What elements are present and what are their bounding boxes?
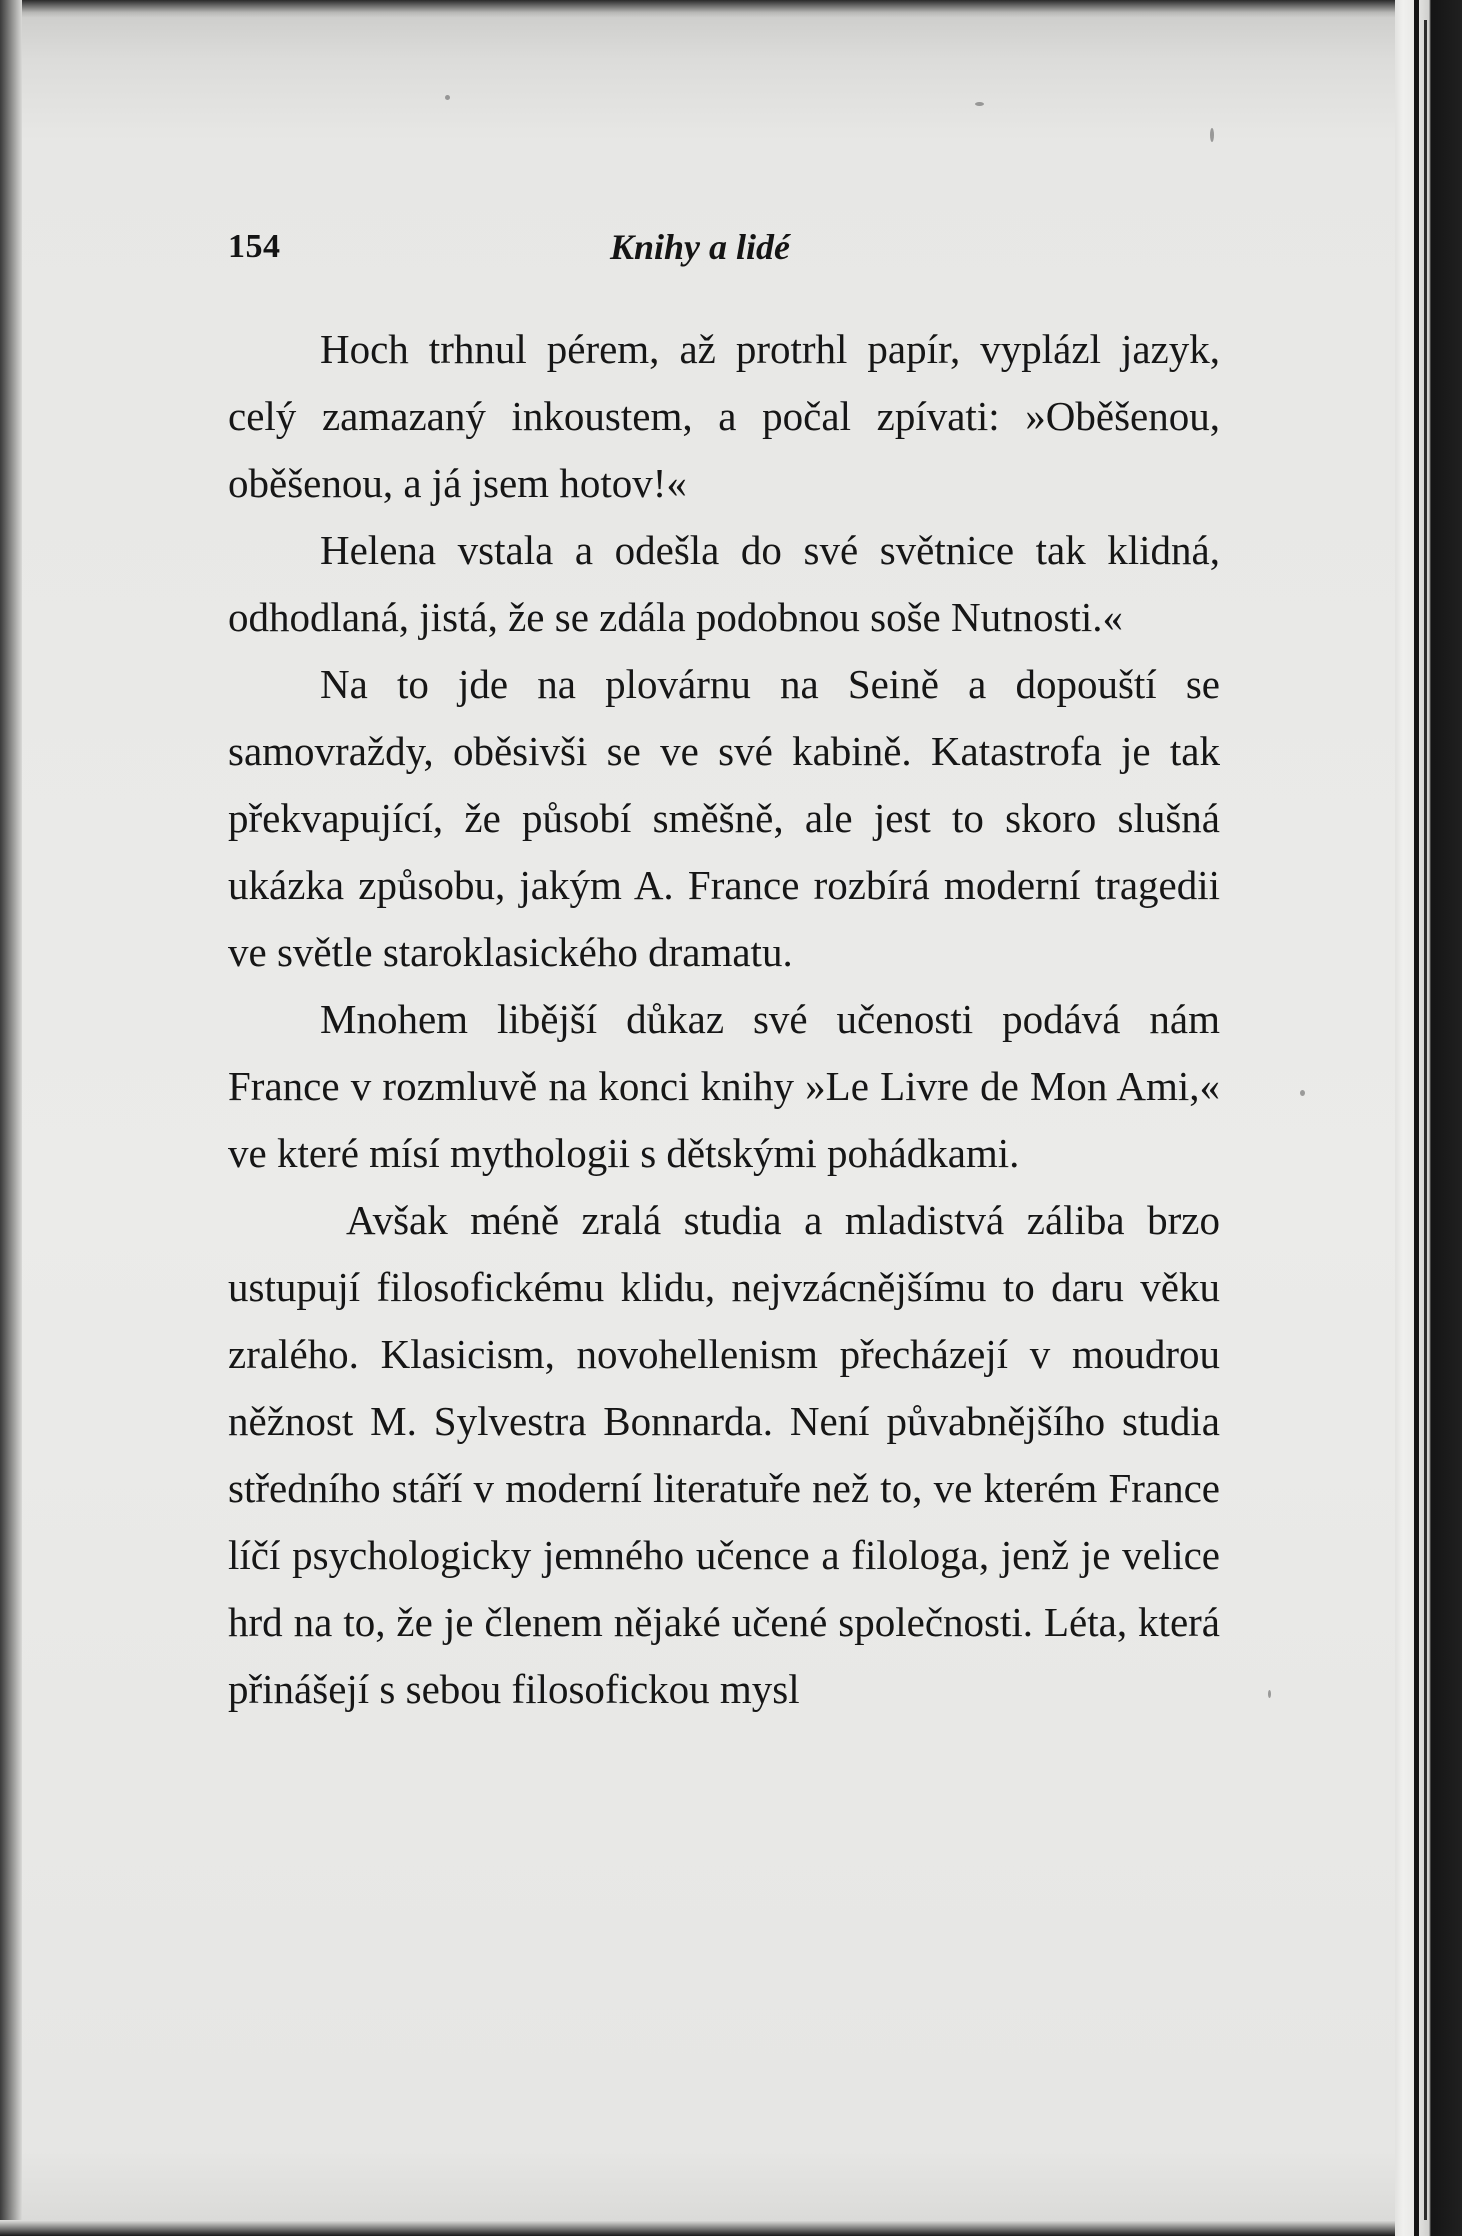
book-gutter — [1395, 0, 1462, 2236]
paragraph: Mnohem libější důkaz své učenosti podává nám France v rozmluvě na konci knihy »Le Livre de Mon Ami,« ve které mísí mythologii s dětskými pohádkami. — [228, 996, 1220, 1176]
scan-speck — [1300, 1090, 1305, 1096]
paragraph: Hoch trhnul pérem, až protrhl papír, vyplázl jazyk, celý zamazaný inkoustem, a počal zpívati: »Oběšenou, oběšenou, a já jsem hotov!« — [228, 326, 1220, 506]
scan-speck — [1210, 128, 1214, 142]
scan-shadow-top — [0, 0, 1462, 18]
scan-shadow-bottom — [0, 2220, 1462, 2236]
scan-shadow-left — [0, 0, 22, 2236]
gutter-binding-line — [1414, 0, 1419, 2236]
body-text — [228, 316, 1220, 1723]
scan-speck — [445, 95, 450, 100]
page-number: 154 — [228, 228, 281, 265]
gutter-binding-line-secondary — [1424, 20, 1427, 2220]
paragraph: Avšak méně zralá studia a mladistvá záliba brzo ustupují filosofickému klidu, nejvzácnějšímu to daru věku zralého. Klasicism, novohellenism přecházejí v moudrou něžnost M. Sylvestra Bonnarda. Není půvabnějšího studia středního stáří v moderní literatuře než to, ve kterém France líčí psychologicky jemného učence a filologa, jenž je velice hrd na to, že je členem nějaké učené společnosti. Léta, která přinášejí s sebou filosofickou mysl — [228, 1197, 1220, 1712]
scan-speck — [1268, 1690, 1271, 1698]
running-title: Knihy a lidé — [610, 227, 791, 267]
running-head — [228, 228, 1230, 278]
paragraph: Na to jde na plovárnu na Seině a dopouští se samovraždy, oběsivši se ve své kabině. Katastrofa je tak překvapující, že působí směšně, ale jest to skoro slušná ukázka způsobu, jakým A. France rozbírá moderní tragedii ve světle staroklasického dramatu. — [228, 661, 1220, 975]
paragraph: Helena vstala a odešla do své světnice tak klidná, odhodlaná, jistá, že se zdála podobnou soše Nutnosti.« — [228, 527, 1220, 640]
scan-speck — [975, 102, 984, 106]
